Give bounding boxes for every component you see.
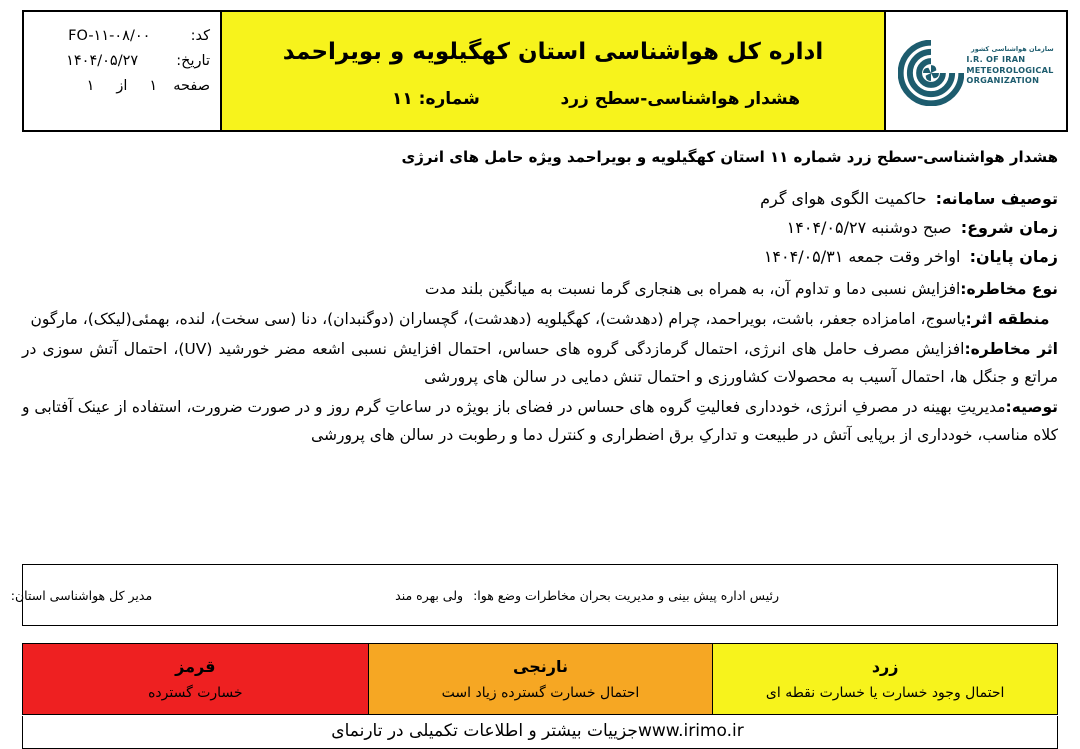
logo-fa-line: سازمان هواشناسی کشور bbox=[971, 45, 1054, 53]
organization-title: اداره کل هواشناسی استان کهگیلویه و بویراحمد bbox=[282, 39, 824, 65]
footer-line bbox=[331, 716, 748, 744]
header-subtitle-row bbox=[238, 89, 868, 109]
affected-region-value: یاسوج، امامزاده جعفر، باشت، بویراحمد، چرام (دهدشت)، کهگیلویه (دهدشت)، گچساران (دوگنبدان)، دنا (سی سخت)، لنده، بهمئی(لیکک)، مارگون bbox=[30, 310, 966, 328]
field-start-time bbox=[22, 217, 1058, 239]
legend-orange-desc: احتمال خسارت گسترده زیاد است bbox=[441, 685, 640, 701]
page-current: ۱ bbox=[149, 78, 158, 94]
logo-text-block bbox=[966, 45, 1053, 86]
page-total: ۱ bbox=[86, 78, 95, 94]
warning-number: شماره: ۱۱ bbox=[392, 89, 480, 109]
meta-row-page bbox=[34, 74, 210, 99]
document-header bbox=[22, 10, 1068, 132]
director-general-role: مدیر کل هواشناسی استان: bbox=[10, 587, 153, 603]
forecast-chief-role: رئیس اداره پیش بینی و مدیریت بحران مخاطرات وضع هوا: bbox=[473, 587, 779, 603]
para-affected-region bbox=[22, 305, 1058, 333]
code-label: کد: bbox=[190, 28, 210, 44]
signature-box bbox=[10, 564, 1058, 626]
hazard-effects-label: اثر مخاطره: bbox=[964, 340, 1058, 358]
system-description-value: حاکمیت الگوی هوای گرم bbox=[760, 189, 927, 208]
advice-label: توصیه: bbox=[1005, 398, 1058, 416]
header-logo-cell bbox=[884, 12, 1066, 130]
legend-cell-red bbox=[23, 644, 368, 714]
lead-line: هشدار هواشناسی-سطح زرد شماره ۱۱ استان کهگیلویه و بویراحمد ویژه حامل های انرژی bbox=[401, 148, 1058, 166]
logo-en-line-1: I.R. OF IRAN bbox=[966, 54, 1026, 64]
severity-legend bbox=[22, 643, 1058, 715]
footer-label: جزییات بیشتر و اطلاعات تکمیلی در تارنمای bbox=[331, 721, 638, 741]
field-system-description bbox=[22, 188, 1058, 210]
logo-en-line-3: ORGANIZATION bbox=[966, 75, 1040, 85]
signature-forecast-chief bbox=[395, 588, 779, 603]
meta-row-date bbox=[34, 49, 210, 74]
hazard-type-value: افزایش نسبی دما و تداوم آن، به همراه بی هنجاری گرما نسبت به میانگین بلند مدت bbox=[424, 280, 961, 298]
start-time-label: زمان شروع: bbox=[960, 218, 1058, 237]
legend-yellow-name: زرد bbox=[871, 657, 899, 676]
logo-wrap bbox=[886, 34, 1066, 108]
document-footer bbox=[22, 716, 1058, 749]
legend-red-desc: خسارت گسترده bbox=[148, 685, 243, 701]
legend-cell-orange bbox=[368, 644, 713, 714]
hazard-effects-value: افزایش مصرف حامل های انرژی، احتمال گرمازدگی گروه های حساس، احتمال افزایش نسبی اشعه مضر خورشید (UV)، احتمال آتش سوزی در مراتع و جنگل ها، احتمال آسیب به محصولات کشاورزی و احتمال تنش دمایی در سالن های پرورشی bbox=[22, 340, 1058, 386]
director-general-name bbox=[0, 588, 1, 603]
logo-en-line-2: METEOROLOGICAL bbox=[966, 64, 1054, 75]
end-time-label: زمان پایان: bbox=[969, 247, 1058, 266]
para-hazard-type bbox=[22, 275, 1058, 303]
warning-subtitle: هشدار هواشناسی-سطح زرد bbox=[560, 89, 800, 109]
code-value: FO-۱۱-۰۸/۰۰ bbox=[68, 28, 151, 44]
legend-orange-name: نارنجی bbox=[513, 657, 568, 676]
date-value: ۱۴۰۴/۰۵/۲۷ bbox=[66, 53, 139, 69]
irimo-spiral-icon bbox=[898, 40, 964, 106]
page-label: صفحه bbox=[173, 78, 210, 94]
footer-website-url[interactable]: www.irimo.ir bbox=[637, 721, 744, 741]
pinwheel-core bbox=[924, 65, 940, 81]
legend-yellow-desc: احتمال وجود خسارت یا خسارت نقطه ای bbox=[765, 685, 1005, 701]
meta-row-code bbox=[34, 24, 210, 49]
affected-region-label: منطقه اثر: bbox=[965, 310, 1050, 328]
para-advice bbox=[22, 393, 1058, 449]
field-end-time bbox=[22, 246, 1058, 268]
forecast-chief-name: ولی بهره مند bbox=[395, 587, 464, 603]
legend-cell-yellow bbox=[712, 644, 1057, 714]
signature-director-general bbox=[0, 588, 152, 603]
header-meta-cell bbox=[24, 12, 220, 130]
start-time-value: صبح دوشنبه ۱۴۰۴/۰۵/۲۷ bbox=[786, 218, 952, 237]
end-time-value: اواخر وقت جمعه ۱۴۰۴/۰۵/۳۱ bbox=[763, 247, 961, 266]
hazard-type-label: نوع مخاطره: bbox=[960, 280, 1058, 298]
advice-value: مدیریتِ بهینه در مصرفِ انرژی، خودداری فعالیتِ گروه های حساس در فضای باز بویژه در ساعاتِ گرم روز و در صورت ضرورت، استفاده از عینک آفتابی و کلاه مناسب، خودداری از برپایی آتش در طبیعت و تدارکِ برق اضطراری و کنترل دما و رطوبت در سالن های پرورشی bbox=[22, 398, 1058, 444]
date-label: تاریخ: bbox=[176, 53, 210, 69]
system-description-label: توصیف سامانه: bbox=[935, 189, 1058, 208]
page-of-label: از bbox=[116, 78, 128, 94]
para-hazard-effects bbox=[22, 335, 1058, 391]
legend-red-name: قرمز bbox=[175, 657, 216, 676]
header-title-cell bbox=[220, 12, 884, 130]
document-body bbox=[22, 146, 1058, 451]
